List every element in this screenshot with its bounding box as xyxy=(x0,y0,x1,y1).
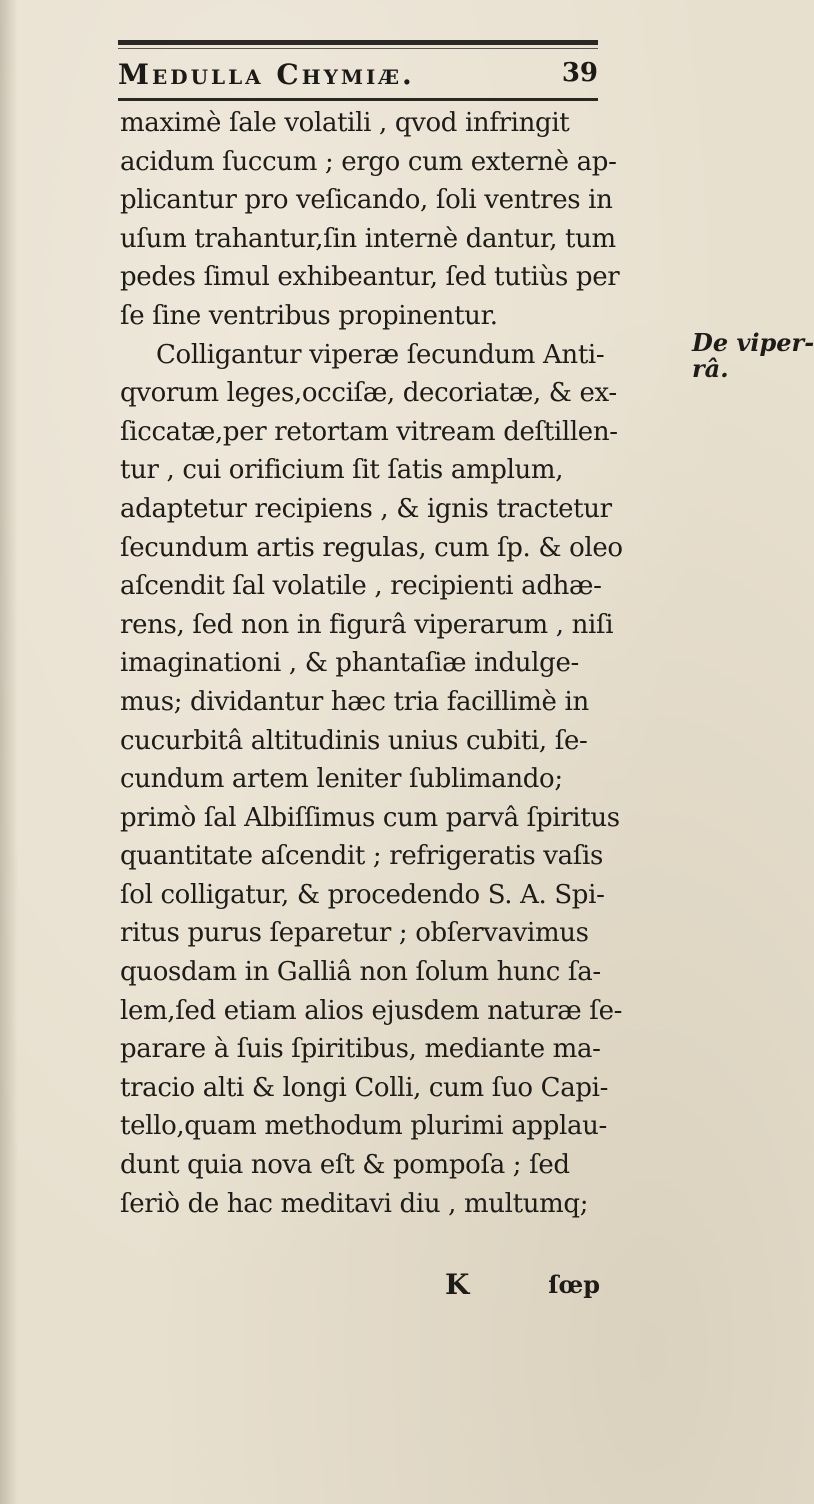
text-line: ſiccatæ,per retortam vitream deſtillen- xyxy=(120,416,618,447)
body-text xyxy=(120,104,660,1223)
text-line-paragraph-start: Colligantur viperæ ſecundum Anti- xyxy=(156,339,605,370)
text-line: quantitate aſcendit ; refrigeratis vaſis xyxy=(120,841,603,872)
running-head xyxy=(118,58,598,98)
signature-mark: K xyxy=(445,1268,470,1301)
running-title: Medulla Chymiæ. xyxy=(118,58,415,91)
text-line: cundum artem leniter ſublimando; xyxy=(120,764,563,795)
page-number: 39 xyxy=(561,58,598,88)
text-line: imaginationi , & phantaſiæ indulge- xyxy=(120,648,579,679)
text-line: lem,ſed etiam alios ejusdem naturæ ſe- xyxy=(120,995,623,1026)
text-line: dunt quia nova eſt & pompoſa ; ſed xyxy=(120,1150,570,1181)
text-line: aſcendit ſal volatile , recipienti adhæ- xyxy=(120,571,602,602)
text-line: ſecundum artis regulas, cum ſp. & oleo xyxy=(120,532,623,563)
text-line: mus; dividantur hæc tria facillimè in xyxy=(120,686,589,717)
text-line: ſol colligatur, & procedendo S. A. Spi- xyxy=(120,879,605,910)
text-line: primò ſal Albiſſimus cum parvâ ſpiritus xyxy=(120,802,620,833)
margin-note-line: râ. xyxy=(692,354,729,383)
text-line: qvorum leges,occiſæ, decoriatæ, & ex- xyxy=(120,378,617,409)
text-line: acidum ſuccum ; ergo cum externè ap- xyxy=(120,146,617,177)
text-line: pedes ſimul exhibeantur, ſed tutiùs per xyxy=(120,262,620,293)
text-line: cucurbitâ altitudinis unius cubiti, ſe- xyxy=(120,725,588,756)
text-line: maximè ſale volatili , qvod infringit xyxy=(120,108,570,138)
text-line: tracio alti & longi Colli, cum ſuo Capi- xyxy=(120,1072,609,1103)
header-rule-bottom xyxy=(118,98,598,101)
text-line: uſum trahantur,ſin internè dantur, tum xyxy=(120,223,616,254)
text-line: tello,quam methodum plurimi applau- xyxy=(120,1111,607,1142)
text-line: adaptetur recipiens , & ignis tractetur xyxy=(120,493,612,524)
text-line: rens, ſed non in figurâ viperarum , niſi xyxy=(120,609,614,640)
text-line: tur , cui orificium ſit ſatis amplum, xyxy=(120,455,564,486)
catchword: ſœp xyxy=(548,1270,600,1299)
text-line: quosdam in Galliâ non ſolum hunc ſa- xyxy=(120,957,601,988)
header-rule-thick xyxy=(118,40,598,45)
text-line: ritus purus ſeparetur ; obſervavimus xyxy=(120,918,589,949)
text-line: plicantur pro veſicando, ſoli ventres in xyxy=(120,185,613,216)
footer-row xyxy=(120,1268,600,1304)
text-line: ſe ſine ventribus propinentur. xyxy=(120,300,498,331)
text-line: ſeriò de hac meditavi diu , multumq; xyxy=(120,1188,589,1219)
margin-note-line: De viper- xyxy=(692,328,814,357)
margin-note xyxy=(692,328,814,383)
text-line: parare à ſuis ſpiritibus, mediante ma- xyxy=(120,1034,601,1065)
page-edge-shadow xyxy=(0,0,18,1504)
header-rule-thin xyxy=(118,48,598,49)
